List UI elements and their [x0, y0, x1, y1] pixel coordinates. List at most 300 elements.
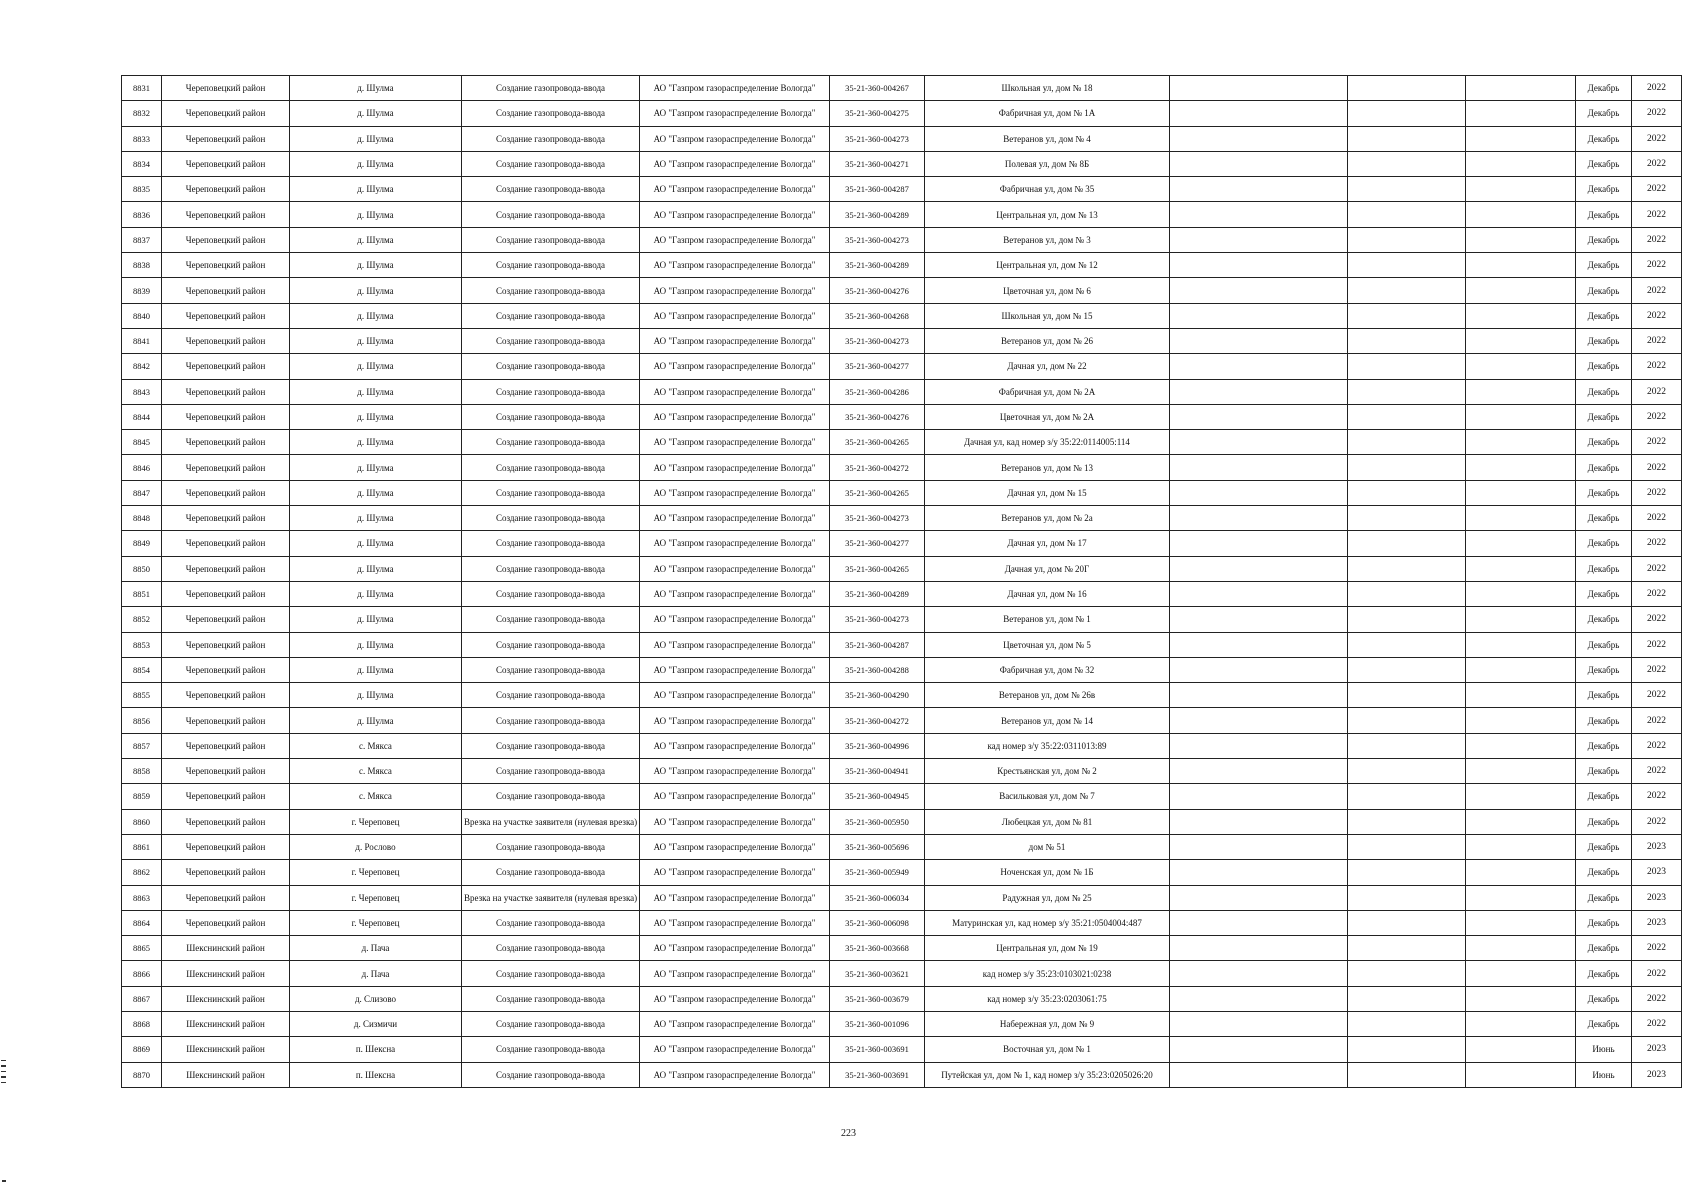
table-row: [122, 860, 1682, 885]
cell-blank-col-1: [1170, 556, 1348, 581]
cell-locality: д. Шулма: [290, 556, 462, 581]
cell-blank-col-1: [1170, 480, 1348, 505]
cell-year: 2022: [1632, 354, 1682, 379]
cell-month: Декабрь: [1576, 885, 1632, 910]
cell-application-number: 35-21-360-004273: [830, 126, 925, 151]
cell-district: Череповецкий район: [162, 784, 290, 809]
cell-locality: п. Шексна: [290, 1037, 462, 1062]
cell-organization: АО "Газпром газораспределение Вологда": [640, 683, 830, 708]
cell-organization: АО "Газпром газораспределение Вологда": [640, 76, 830, 101]
cell-blank-col-3: [1466, 76, 1576, 101]
cell-organization: АО "Газпром газораспределение Вологда": [640, 404, 830, 429]
cell-address: Ветеранов ул, дом № 2а: [925, 506, 1170, 531]
cell-blank-col-2: [1348, 227, 1466, 252]
cell-year: 2022: [1632, 101, 1682, 126]
cell-application-number: 35-21-360-004267: [830, 76, 925, 101]
cell-row-number: 8839: [122, 278, 162, 303]
cell-application-number: 35-21-360-003691: [830, 1062, 925, 1087]
cell-district: Череповецкий район: [162, 632, 290, 657]
cell-blank-col-3: [1466, 126, 1576, 151]
cell-year: 2022: [1632, 657, 1682, 682]
cell-month: Декабрь: [1576, 708, 1632, 733]
cell-blank-col-3: [1466, 759, 1576, 784]
cell-month: Декабрь: [1576, 986, 1632, 1011]
table-row: [122, 328, 1682, 353]
cell-year: 2022: [1632, 632, 1682, 657]
table-row: [122, 986, 1682, 1011]
cell-blank-col-1: [1170, 1062, 1348, 1087]
cell-blank-col-1: [1170, 506, 1348, 531]
cell-organization: АО "Газпром газораспределение Вологда": [640, 961, 830, 986]
cell-work-type: Создание газопровода-ввода: [462, 708, 640, 733]
cell-blank-col-2: [1348, 480, 1466, 505]
cell-blank-col-1: [1170, 632, 1348, 657]
cell-year: 2022: [1632, 379, 1682, 404]
cell-district: Череповецкий район: [162, 657, 290, 682]
cell-organization: АО "Газпром газораспределение Вологда": [640, 581, 830, 606]
cell-work-type: Создание газопровода-ввода: [462, 455, 640, 480]
table-row: [122, 303, 1682, 328]
cell-blank-col-1: [1170, 455, 1348, 480]
page-number: 223: [841, 1128, 856, 1139]
register-table: [121, 75, 1682, 1088]
cell-row-number: 8842: [122, 354, 162, 379]
cell-blank-col-1: [1170, 379, 1348, 404]
cell-locality: д. Шулма: [290, 328, 462, 353]
cell-month: Декабрь: [1576, 556, 1632, 581]
cell-locality: д. Слизово: [290, 986, 462, 1011]
cell-district: Череповецкий район: [162, 227, 290, 252]
cell-work-type: Создание газопровода-ввода: [462, 202, 640, 227]
cell-blank-col-3: [1466, 227, 1576, 252]
cell-blank-col-1: [1170, 1037, 1348, 1062]
cell-year: 2022: [1632, 278, 1682, 303]
cell-blank-col-1: [1170, 683, 1348, 708]
cell-blank-col-1: [1170, 809, 1348, 834]
cell-work-type: Создание газопровода-ввода: [462, 632, 640, 657]
cell-district: Череповецкий район: [162, 480, 290, 505]
cell-district: Череповецкий район: [162, 556, 290, 581]
cell-application-number: 35-21-360-004277: [830, 531, 925, 556]
cell-application-number: 35-21-360-003621: [830, 961, 925, 986]
cell-organization: АО "Газпром газораспределение Вологда": [640, 1011, 830, 1036]
cell-locality: д. Шулма: [290, 76, 462, 101]
cell-organization: АО "Газпром газораспределение Вологда": [640, 202, 830, 227]
cell-blank-col-1: [1170, 253, 1348, 278]
cell-work-type: Создание газопровода-ввода: [462, 101, 640, 126]
cell-blank-col-2: [1348, 910, 1466, 935]
cell-application-number: 35-21-360-005950: [830, 809, 925, 834]
cell-blank-col-2: [1348, 303, 1466, 328]
cell-month: Декабрь: [1576, 834, 1632, 859]
cell-organization: АО "Газпром газораспределение Вологда": [640, 455, 830, 480]
cell-month: Декабрь: [1576, 632, 1632, 657]
cell-organization: АО "Газпром газораспределение Вологда": [640, 177, 830, 202]
cell-year: 2023: [1632, 1037, 1682, 1062]
cell-locality: д. Шулма: [290, 683, 462, 708]
cell-district: Череповецкий район: [162, 733, 290, 758]
cell-district: Шекснинский район: [162, 986, 290, 1011]
cell-month: Декабрь: [1576, 531, 1632, 556]
cell-blank-col-2: [1348, 1011, 1466, 1036]
cell-row-number: 8831: [122, 76, 162, 101]
table-row: [122, 379, 1682, 404]
cell-application-number: 35-21-360-004271: [830, 151, 925, 176]
cell-application-number: 35-21-360-004289: [830, 202, 925, 227]
cell-row-number: 8853: [122, 632, 162, 657]
cell-blank-col-3: [1466, 632, 1576, 657]
cell-year: 2023: [1632, 910, 1682, 935]
cell-blank-col-1: [1170, 202, 1348, 227]
cell-year: 2022: [1632, 581, 1682, 606]
cell-locality: д. Сизмичи: [290, 1011, 462, 1036]
cell-year: 2022: [1632, 809, 1682, 834]
table-row: [122, 581, 1682, 606]
cell-work-type: Создание газопровода-ввода: [462, 910, 640, 935]
cell-district: Шекснинский район: [162, 936, 290, 961]
cell-month: Декабрь: [1576, 430, 1632, 455]
cell-work-type: Создание газопровода-ввода: [462, 303, 640, 328]
cell-year: 2022: [1632, 455, 1682, 480]
cell-month: Декабрь: [1576, 607, 1632, 632]
cell-organization: АО "Газпром газораспределение Вологда": [640, 733, 830, 758]
cell-work-type: Создание газопровода-ввода: [462, 253, 640, 278]
cell-locality: г. Череповец: [290, 809, 462, 834]
cell-blank-col-3: [1466, 556, 1576, 581]
cell-blank-col-2: [1348, 506, 1466, 531]
cell-blank-col-3: [1466, 910, 1576, 935]
cell-blank-col-1: [1170, 404, 1348, 429]
cell-work-type: Создание газопровода-ввода: [462, 404, 640, 429]
cell-blank-col-1: [1170, 581, 1348, 606]
scan-edge-dot: [2, 1180, 6, 1182]
cell-month: Декабрь: [1576, 733, 1632, 758]
cell-row-number: 8845: [122, 430, 162, 455]
cell-blank-col-2: [1348, 759, 1466, 784]
cell-blank-col-3: [1466, 480, 1576, 505]
cell-blank-col-2: [1348, 278, 1466, 303]
cell-application-number: 35-21-360-004265: [830, 430, 925, 455]
cell-year: 2022: [1632, 506, 1682, 531]
cell-application-number: 35-21-360-004268: [830, 303, 925, 328]
cell-address: Школьная ул, дом № 15: [925, 303, 1170, 328]
cell-application-number: 35-21-360-004289: [830, 581, 925, 606]
cell-month: Декабрь: [1576, 936, 1632, 961]
cell-blank-col-1: [1170, 177, 1348, 202]
cell-locality: д. Шулма: [290, 404, 462, 429]
cell-address: Любецкая ул, дом № 81: [925, 809, 1170, 834]
cell-work-type: Врезка на участке заявителя (нулевая врезка): [462, 809, 640, 834]
cell-blank-col-2: [1348, 809, 1466, 834]
cell-application-number: 35-21-360-004273: [830, 506, 925, 531]
cell-organization: АО "Газпром газораспределение Вологда": [640, 936, 830, 961]
cell-year: 2022: [1632, 759, 1682, 784]
table-row: [122, 784, 1682, 809]
cell-locality: д. Шулма: [290, 708, 462, 733]
cell-year: 2022: [1632, 1011, 1682, 1036]
cell-blank-col-2: [1348, 126, 1466, 151]
cell-organization: АО "Газпром газораспределение Вологда": [640, 430, 830, 455]
table-row: [122, 1062, 1682, 1087]
cell-address: дом № 51: [925, 834, 1170, 859]
cell-month: Декабрь: [1576, 581, 1632, 606]
cell-blank-col-2: [1348, 1037, 1466, 1062]
cell-blank-col-1: [1170, 1011, 1348, 1036]
cell-work-type: Создание газопровода-ввода: [462, 556, 640, 581]
cell-month: Декабрь: [1576, 910, 1632, 935]
cell-blank-col-3: [1466, 733, 1576, 758]
cell-application-number: 35-21-360-001096: [830, 1011, 925, 1036]
cell-blank-col-2: [1348, 607, 1466, 632]
cell-blank-col-2: [1348, 202, 1466, 227]
cell-row-number: 8862: [122, 860, 162, 885]
cell-organization: АО "Газпром газораспределение Вологда": [640, 834, 830, 859]
table-row: [122, 1037, 1682, 1062]
cell-locality: д. Шулма: [290, 379, 462, 404]
cell-address: Матуринская ул, кад номер з/у 35:21:0504004:487: [925, 910, 1170, 935]
cell-organization: АО "Газпром газораспределение Вологда": [640, 253, 830, 278]
cell-year: 2022: [1632, 986, 1682, 1011]
cell-organization: АО "Газпром газораспределение Вологда": [640, 303, 830, 328]
table-row: [122, 657, 1682, 682]
cell-organization: АО "Газпром газораспределение Вологда": [640, 227, 830, 252]
cell-blank-col-1: [1170, 759, 1348, 784]
cell-blank-col-1: [1170, 834, 1348, 859]
cell-address: Радужная ул, дом № 25: [925, 885, 1170, 910]
cell-year: 2023: [1632, 860, 1682, 885]
cell-application-number: 35-21-360-004945: [830, 784, 925, 809]
table-row: [122, 556, 1682, 581]
cell-district: Череповецкий район: [162, 177, 290, 202]
cell-organization: АО "Газпром газораспределение Вологда": [640, 657, 830, 682]
cell-application-number: 35-21-360-004272: [830, 455, 925, 480]
cell-organization: АО "Газпром газораспределение Вологда": [640, 151, 830, 176]
cell-row-number: 8847: [122, 480, 162, 505]
cell-year: 2022: [1632, 683, 1682, 708]
cell-application-number: 35-21-360-004272: [830, 708, 925, 733]
cell-blank-col-2: [1348, 581, 1466, 606]
cell-address: кад номер з/у 35:23:0203061:75: [925, 986, 1170, 1011]
cell-locality: д. Шулма: [290, 506, 462, 531]
cell-month: Декабрь: [1576, 961, 1632, 986]
cell-month: Декабрь: [1576, 303, 1632, 328]
cell-work-type: Создание газопровода-ввода: [462, 227, 640, 252]
cell-work-type: Создание газопровода-ввода: [462, 480, 640, 505]
cell-organization: АО "Газпром газораспределение Вологда": [640, 126, 830, 151]
table-row: [122, 404, 1682, 429]
cell-locality: г. Череповец: [290, 860, 462, 885]
cell-application-number: 35-21-360-004275: [830, 101, 925, 126]
cell-row-number: 8838: [122, 253, 162, 278]
cell-blank-col-2: [1348, 253, 1466, 278]
cell-row-number: 8859: [122, 784, 162, 809]
cell-address: Школьная ул, дом № 18: [925, 76, 1170, 101]
cell-month: Декабрь: [1576, 455, 1632, 480]
cell-locality: с. Мякса: [290, 784, 462, 809]
cell-work-type: Создание газопровода-ввода: [462, 1011, 640, 1036]
cell-work-type: Создание газопровода-ввода: [462, 328, 640, 353]
cell-address: Крестьянская ул, дом № 2: [925, 759, 1170, 784]
cell-application-number: 35-21-360-004290: [830, 683, 925, 708]
cell-address: Ветеранов ул, дом № 13: [925, 455, 1170, 480]
cell-row-number: 8852: [122, 607, 162, 632]
cell-blank-col-2: [1348, 177, 1466, 202]
cell-application-number: 35-21-360-004273: [830, 328, 925, 353]
cell-address: Ветеранов ул, дом № 3: [925, 227, 1170, 252]
cell-locality: д. Шулма: [290, 430, 462, 455]
cell-row-number: 8860: [122, 809, 162, 834]
table-row: [122, 1011, 1682, 1036]
cell-address: Дачная ул, дом № 22: [925, 354, 1170, 379]
cell-application-number: 35-21-360-004941: [830, 759, 925, 784]
cell-district: Череповецкий район: [162, 404, 290, 429]
table-row: [122, 759, 1682, 784]
cell-locality: д. Шулма: [290, 151, 462, 176]
cell-year: 2022: [1632, 328, 1682, 353]
cell-blank-col-2: [1348, 455, 1466, 480]
cell-district: Череповецкий район: [162, 834, 290, 859]
table-row: [122, 455, 1682, 480]
cell-address: Центральная ул, дом № 12: [925, 253, 1170, 278]
cell-year: 2022: [1632, 76, 1682, 101]
cell-blank-col-3: [1466, 784, 1576, 809]
cell-address: Цветочная ул, дом № 2А: [925, 404, 1170, 429]
cell-blank-col-3: [1466, 986, 1576, 1011]
cell-district: Шекснинский район: [162, 1011, 290, 1036]
cell-locality: п. Шексна: [290, 1062, 462, 1087]
cell-address: Дачная ул, кад номер з/у 35:22:0114005:114: [925, 430, 1170, 455]
cell-work-type: Создание газопровода-ввода: [462, 759, 640, 784]
cell-blank-col-1: [1170, 303, 1348, 328]
cell-month: Декабрь: [1576, 278, 1632, 303]
cell-address: Васильковая ул, дом № 7: [925, 784, 1170, 809]
cell-row-number: 8849: [122, 531, 162, 556]
cell-address: Дачная ул, дом № 15: [925, 480, 1170, 505]
cell-year: 2022: [1632, 784, 1682, 809]
cell-district: Череповецкий район: [162, 253, 290, 278]
cell-work-type: Создание газопровода-ввода: [462, 430, 640, 455]
cell-blank-col-2: [1348, 683, 1466, 708]
table-row: [122, 76, 1682, 101]
table-row: [122, 354, 1682, 379]
cell-organization: АО "Газпром газораспределение Вологда": [640, 607, 830, 632]
cell-district: Череповецкий район: [162, 76, 290, 101]
cell-application-number: 35-21-360-003668: [830, 936, 925, 961]
cell-blank-col-1: [1170, 784, 1348, 809]
cell-organization: АО "Газпром газораспределение Вологда": [640, 480, 830, 505]
table-row: [122, 278, 1682, 303]
cell-month: Декабрь: [1576, 227, 1632, 252]
cell-row-number: 8858: [122, 759, 162, 784]
cell-blank-col-3: [1466, 455, 1576, 480]
cell-address: Дачная ул, дом № 17: [925, 531, 1170, 556]
cell-work-type: Создание газопровода-ввода: [462, 76, 640, 101]
cell-address: Полевая ул, дом № 8Б: [925, 151, 1170, 176]
cell-locality: д. Шулма: [290, 657, 462, 682]
cell-year: 2022: [1632, 303, 1682, 328]
cell-address: Цветочная ул, дом № 5: [925, 632, 1170, 657]
cell-row-number: 8865: [122, 936, 162, 961]
cell-month: Июнь: [1576, 1037, 1632, 1062]
cell-application-number: 35-21-360-004289: [830, 253, 925, 278]
cell-month: Декабрь: [1576, 480, 1632, 505]
cell-row-number: 8834: [122, 151, 162, 176]
cell-year: 2022: [1632, 126, 1682, 151]
cell-row-number: 8866: [122, 961, 162, 986]
cell-blank-col-2: [1348, 708, 1466, 733]
cell-blank-col-3: [1466, 531, 1576, 556]
cell-district: Череповецкий район: [162, 683, 290, 708]
cell-blank-col-3: [1466, 253, 1576, 278]
cell-blank-col-2: [1348, 986, 1466, 1011]
cell-address: Цветочная ул, дом № 6: [925, 278, 1170, 303]
cell-blank-col-3: [1466, 1037, 1576, 1062]
cell-organization: АО "Газпром газораспределение Вологда": [640, 1062, 830, 1087]
cell-blank-col-3: [1466, 809, 1576, 834]
cell-year: 2022: [1632, 961, 1682, 986]
cell-year: 2023: [1632, 1062, 1682, 1087]
cell-organization: АО "Газпром газораспределение Вологда": [640, 708, 830, 733]
cell-application-number: 35-21-360-004273: [830, 607, 925, 632]
table-row: [122, 809, 1682, 834]
cell-district: Череповецкий район: [162, 430, 290, 455]
cell-application-number: 35-21-360-004287: [830, 177, 925, 202]
cell-row-number: 8837: [122, 227, 162, 252]
cell-work-type: Создание газопровода-ввода: [462, 177, 640, 202]
cell-work-type: Создание газопровода-ввода: [462, 354, 640, 379]
cell-row-number: 8868: [122, 1011, 162, 1036]
cell-blank-col-1: [1170, 733, 1348, 758]
cell-row-number: 8835: [122, 177, 162, 202]
cell-row-number: 8857: [122, 733, 162, 758]
cell-year: 2022: [1632, 936, 1682, 961]
cell-blank-col-2: [1348, 101, 1466, 126]
cell-blank-col-3: [1466, 177, 1576, 202]
cell-blank-col-1: [1170, 885, 1348, 910]
cell-year: 2022: [1632, 480, 1682, 505]
table-body: [122, 76, 1682, 1088]
cell-locality: д. Шулма: [290, 303, 462, 328]
cell-district: Череповецкий район: [162, 581, 290, 606]
cell-row-number: 8836: [122, 202, 162, 227]
cell-work-type: Создание газопровода-ввода: [462, 531, 640, 556]
cell-year: 2022: [1632, 404, 1682, 429]
cell-blank-col-1: [1170, 151, 1348, 176]
cell-blank-col-2: [1348, 354, 1466, 379]
cell-year: 2022: [1632, 531, 1682, 556]
cell-locality: д. Шулма: [290, 581, 462, 606]
cell-year: 2022: [1632, 430, 1682, 455]
cell-year: 2022: [1632, 733, 1682, 758]
cell-row-number: 8864: [122, 910, 162, 935]
cell-address: Фабричная ул, дом № 35: [925, 177, 1170, 202]
cell-address: Ветеранов ул, дом № 26: [925, 328, 1170, 353]
cell-blank-col-3: [1466, 506, 1576, 531]
cell-organization: АО "Газпром газораспределение Вологда": [640, 885, 830, 910]
cell-locality: с. Мякса: [290, 733, 462, 758]
cell-organization: АО "Газпром газораспределение Вологда": [640, 379, 830, 404]
cell-month: Декабрь: [1576, 354, 1632, 379]
cell-address: Ветеранов ул, дом № 14: [925, 708, 1170, 733]
cell-locality: д. Пача: [290, 936, 462, 961]
cell-address: Набережная ул, дом № 9: [925, 1011, 1170, 1036]
cell-blank-col-2: [1348, 151, 1466, 176]
cell-locality: г. Череповец: [290, 910, 462, 935]
cell-year: 2022: [1632, 151, 1682, 176]
cell-district: Череповецкий район: [162, 860, 290, 885]
cell-blank-col-2: [1348, 632, 1466, 657]
table-row: [122, 227, 1682, 252]
